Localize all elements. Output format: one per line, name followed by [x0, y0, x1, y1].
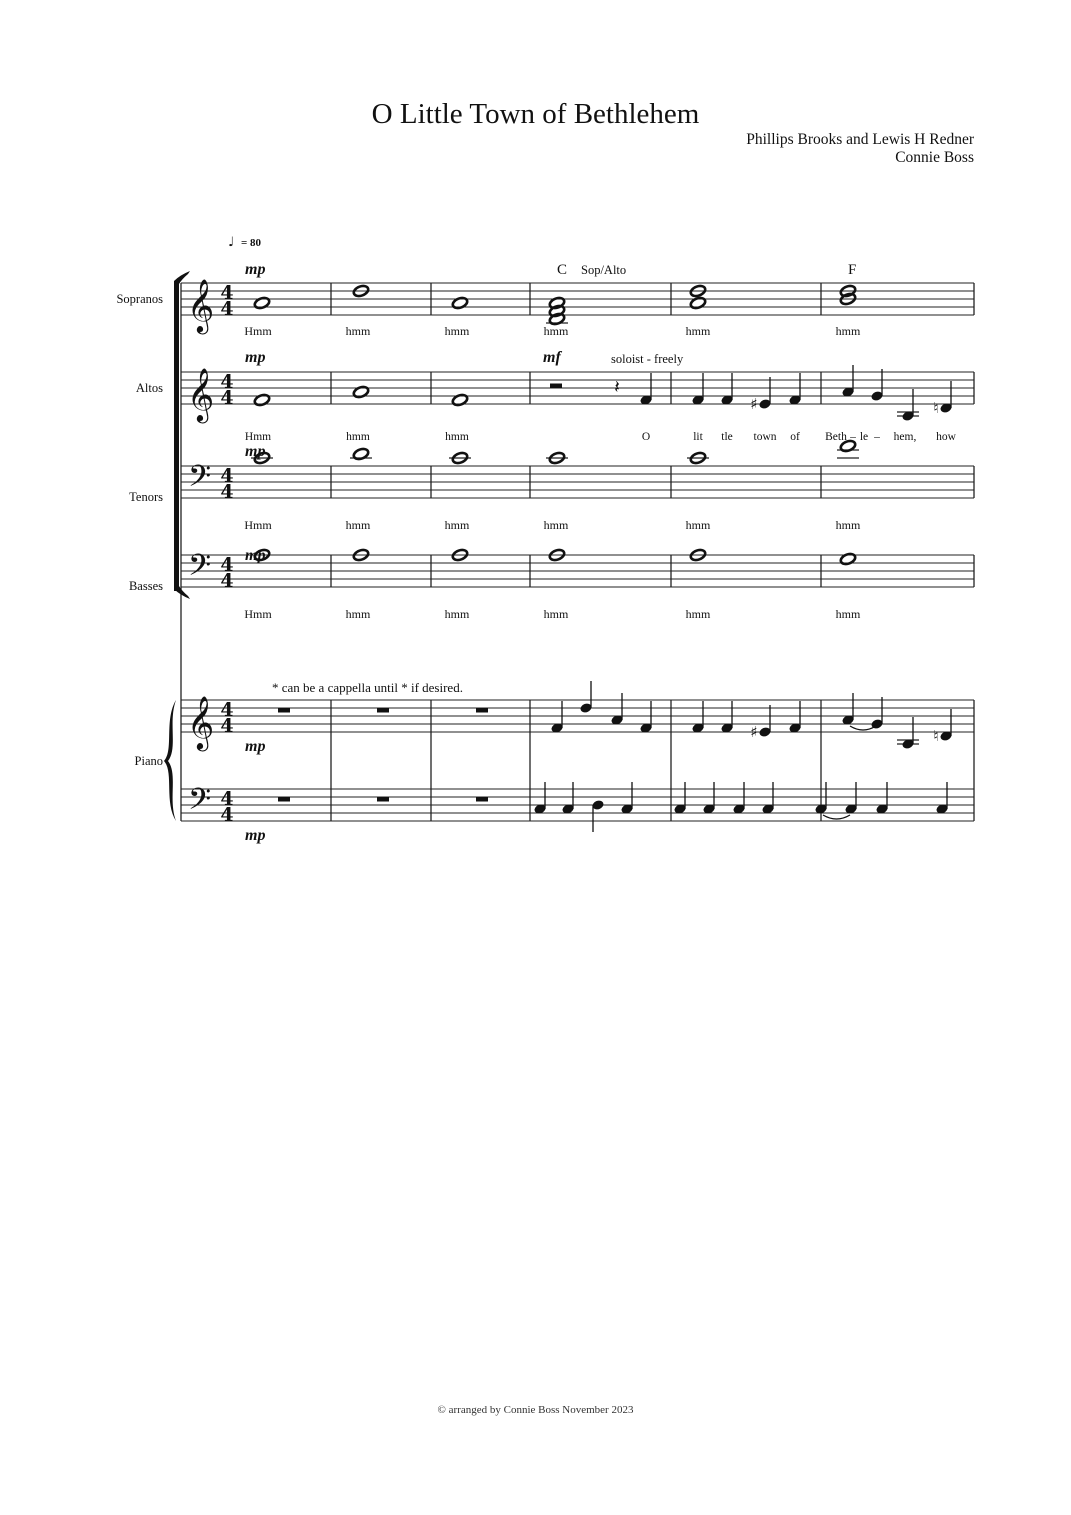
lyric-syllable: hmm — [835, 607, 861, 621]
treble-clef-icon: 𝄞 — [187, 278, 215, 332]
tempo-marking: = 80 — [241, 237, 262, 249]
choir-bracket — [174, 281, 179, 591]
dynamic-marking: mf — [543, 349, 561, 366]
arranger-credit: Connie Boss — [895, 149, 974, 166]
piano-brace — [164, 700, 176, 821]
natural-icon: ♮ — [933, 727, 939, 745]
lyric-syllable: hmm — [543, 518, 569, 532]
treble-clef-icon: 𝄞 — [187, 695, 215, 749]
lyric-syllable: hmm — [444, 607, 470, 621]
poet-credit: Phillips Brooks and Lewis H Redner — [746, 131, 974, 148]
time-signature-bottom: 4 — [220, 570, 234, 592]
lyric-syllable: how — [936, 431, 956, 443]
lyric-syllable: hmm — [345, 518, 371, 532]
lyric-syllable: hmm — [835, 324, 861, 338]
dynamic-marking: mp — [245, 547, 266, 564]
lyric-syllable: hmm — [685, 518, 711, 532]
whole-note — [253, 393, 270, 407]
copyright-footer: © arranged by Connie Boss November 2023 — [437, 1404, 634, 1416]
lyric-syllable: hmm — [444, 518, 470, 532]
dynamic-marking: mp — [245, 827, 266, 844]
soloist-annotation: soloist - freely — [611, 352, 684, 366]
whole-note — [451, 393, 468, 407]
half-rest — [550, 384, 562, 389]
sharp-icon: ♯ — [750, 723, 758, 741]
bass-clef-icon: 𝄢 — [188, 460, 212, 501]
lyric-syllable: hmm — [345, 324, 371, 338]
bass-clef-icon: 𝄢 — [188, 783, 212, 824]
time-signature-top: 4 — [220, 371, 234, 393]
natural-icon: ♮ — [933, 399, 939, 417]
whole-note — [352, 385, 369, 399]
lyric-syllable: le — [859, 431, 869, 443]
bass-clef-icon: 𝄢 — [188, 549, 212, 590]
whole-rest — [476, 797, 488, 802]
piano-note-annotation: * can be a cappella until * if desired. — [272, 680, 463, 695]
tie — [823, 815, 850, 819]
dynamic-marking: mp — [245, 738, 266, 755]
lyric-syllable: town — [753, 431, 777, 443]
whole-note — [689, 296, 706, 310]
whole-rest — [278, 797, 290, 802]
dynamic-marking: mp — [245, 261, 266, 278]
lyric-syllable: Hmm — [244, 607, 272, 621]
lyric-syllable: hmm — [345, 607, 371, 621]
instrument-name-tenors: Tenors — [129, 490, 163, 504]
whole-rest — [476, 708, 488, 713]
whole-note — [839, 552, 856, 566]
whole-rest — [377, 708, 389, 713]
lyric-syllable: hmm — [685, 324, 711, 338]
instrument-name-altos: Altos — [135, 381, 163, 395]
treble-clef-icon: 𝄞 — [187, 367, 215, 421]
lyric-syllable: O — [641, 431, 651, 443]
lyric-syllable: hmm — [444, 324, 470, 338]
lyric-syllable: – — [850, 431, 856, 443]
whole-note — [253, 296, 270, 310]
time-signature-top: 4 — [220, 788, 234, 810]
time-signature-bottom: 4 — [220, 387, 234, 409]
time-signature-bottom: 4 — [220, 298, 234, 320]
lyric-syllable: Beth — [825, 431, 847, 443]
lyric-syllable: lit — [693, 431, 703, 443]
time-signature-top: 4 — [220, 282, 234, 304]
dynamic-marking: mp — [245, 443, 266, 460]
lyric-syllable: Hmm — [244, 324, 272, 338]
chord-name: C — [557, 262, 568, 278]
time-signature-top: 4 — [220, 554, 234, 576]
lyric-syllable: hem, — [893, 431, 917, 443]
lyric-syllable: hmm — [346, 431, 370, 443]
lyric-syllable: hmm — [445, 431, 469, 443]
instrument-name-piano: Piano — [134, 754, 163, 768]
lyric-syllable: hmm — [835, 518, 861, 532]
time-signature-top: 4 — [220, 465, 234, 487]
sop-alto-annotation: Sop/Alto — [581, 263, 627, 277]
lyric-syllable: hmm — [543, 607, 569, 621]
time-signature-top: 4 — [220, 699, 234, 721]
lyric-syllable: hmm — [685, 607, 711, 621]
whole-note — [352, 447, 369, 461]
whole-note — [451, 296, 468, 310]
sharp-icon: ♯ — [750, 395, 758, 413]
whole-rest — [278, 708, 290, 713]
time-signature-bottom: 4 — [220, 715, 234, 737]
instrument-name-basses: Basses — [128, 579, 163, 593]
quarter-rest-icon: 𝄽 — [614, 377, 620, 398]
time-signature-bottom: 4 — [220, 481, 234, 503]
dynamic-marking: mp — [245, 349, 266, 366]
lyric-syllable: Hmm — [244, 518, 272, 532]
time-signature-bottom: 4 — [220, 804, 234, 826]
whole-rest — [377, 797, 389, 802]
lyric-syllable: tle — [721, 431, 733, 443]
lyric-syllable: of — [790, 431, 800, 443]
lyric-syllable: Hmm — [244, 431, 272, 443]
chord-name: F — [848, 262, 857, 278]
instrument-name-sopranos: Sopranos — [116, 292, 163, 306]
lyric-syllable: hmm — [543, 324, 569, 338]
page-title: O Little Town of Bethlehem — [371, 98, 700, 130]
tempo-note-icon: ♩ — [228, 235, 235, 250]
lyric-syllable: – — [874, 431, 880, 443]
